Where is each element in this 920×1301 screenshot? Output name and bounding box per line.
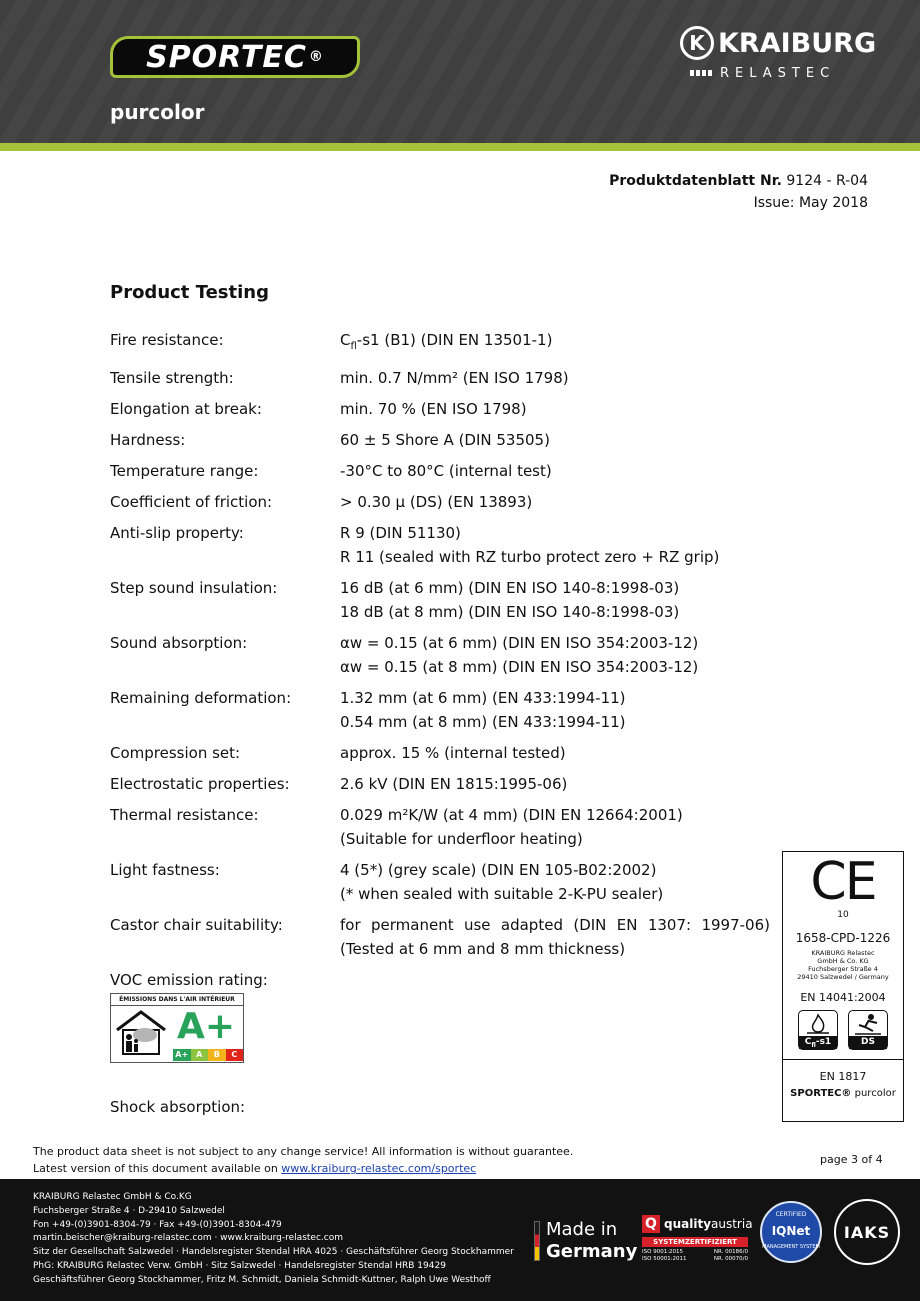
- spec-value-line: R 11 (sealed with RZ turbo protect zero + RZ grip): [340, 548, 720, 566]
- spec-value-line: 0.029 m²K/W (at 4 mm) (DIN EN 12664:2001): [340, 806, 683, 824]
- slip-class-label: DS: [849, 1036, 887, 1049]
- made-in-germany-logo: [534, 1219, 636, 1263]
- ce-mark-icon: CE: [810, 852, 876, 912]
- spec-label: VOC emission rating:: [110, 971, 268, 989]
- voc-scale-b: B: [208, 1049, 226, 1061]
- page-footer: [0, 1179, 920, 1301]
- spec-value-line: approx. 15 % (internal tested): [340, 744, 566, 762]
- spec-value-line: min. 0.7 N/mm² (EN ISO 1798): [340, 369, 569, 387]
- company-address: [33, 1191, 514, 1288]
- spec-row-hardness: [110, 428, 770, 452]
- spec-value-line: 16 dB (at 6 mm) (DIN EN ISO 140-8:1998-03): [340, 579, 680, 597]
- sportec-logo-text: SPORTEC: [146, 39, 307, 75]
- quality-austria-q-icon: Q: [642, 1215, 660, 1233]
- slip-class-icon: [848, 1010, 888, 1050]
- footer-note: [33, 1143, 573, 1177]
- iaks-logo-icon: [834, 1199, 900, 1265]
- fire-class-text: -s1: [815, 1037, 832, 1047]
- address-line: KRAIBURG Relastec GmbH & Co.KG: [33, 1192, 192, 1202]
- spec-value: [340, 858, 770, 906]
- address-line: Geschäftsführer Georg Stockhammer, Fritz M. Schmidt, Daniela Schmidt-Kuttner, Ralph Uwe Westhoff: [33, 1274, 491, 1285]
- flame-icon: [799, 1011, 837, 1037]
- spec-label: Castor chair suitability:: [110, 916, 283, 934]
- spec-row-compression-set: [110, 741, 770, 765]
- address-line: Fon +49-(0)3901-8304-79 · Fax +49-(0)3901-8304-479: [33, 1219, 282, 1230]
- spec-label: Temperature range:: [110, 462, 259, 480]
- kraiburg-k-icon: K: [680, 26, 714, 60]
- ce-divider: [783, 1059, 903, 1060]
- page-number: page 3 of 4: [820, 1153, 883, 1166]
- spec-row-remaining-deformation: [110, 686, 770, 734]
- qa-certified-bar: SYSTEMZERTIFIZIERT: [642, 1237, 748, 1247]
- spec-value: [340, 968, 770, 992]
- spec-value: [340, 366, 770, 390]
- shock-absorption-label: Shock absorption:: [110, 1098, 246, 1116]
- spec-value-line: αw = 0.15 (at 8 mm) (DIN EN ISO 354:2003-12): [340, 658, 699, 676]
- germany-text: Germany: [546, 1241, 638, 1262]
- spec-value-line: (* when sealed with suitable 2-K-PU sealer): [340, 885, 664, 903]
- iqnet-top-text: CERTIFIED: [775, 1211, 807, 1218]
- ce-address: [783, 949, 903, 981]
- ce-address-line: KRAIBURG Relastec: [811, 949, 875, 957]
- issue-date: Issue: May 2018: [753, 195, 868, 211]
- spec-table: [110, 328, 770, 999]
- spec-label: Remaining deformation:: [110, 689, 292, 707]
- slipping-person-icon: [849, 1011, 887, 1037]
- address-line: Fuchsberger Straße 4 · D-29410 Salzwedel: [33, 1205, 225, 1216]
- qa-nr: NR. 00186/0: [713, 1249, 748, 1255]
- spec-label: Tensile strength:: [110, 369, 234, 387]
- spec-value-line: 2.6 kV (DIN EN 1815:1995-06): [340, 775, 568, 793]
- ce-product-brand: SPORTEC®: [790, 1088, 852, 1099]
- spec-row-thermal-resistance: [110, 803, 770, 851]
- spec-label: Electrostatic properties:: [110, 775, 290, 793]
- spec-label: Sound absorption:: [110, 634, 248, 652]
- qa-name-bold: quality: [664, 1217, 712, 1231]
- ce-standard: EN 14041:2004: [800, 991, 886, 1004]
- spec-value: [340, 397, 770, 421]
- spec-value-line: 1.32 mm (at 6 mm) (EN 433:1994-11): [340, 689, 626, 707]
- spec-row-voc-emission: [110, 968, 770, 992]
- qa-numbers: [642, 1249, 748, 1263]
- spec-row-anti-slip: [110, 521, 770, 569]
- spec-row-light-fastness: [110, 858, 770, 906]
- product-name: purcolor: [110, 100, 205, 124]
- ce-marking-box: [782, 851, 904, 1122]
- address-line: Sitz der Gesellschaft Salzwedel · Handelsregister Stendal HRA 4025 · Geschäftsführer Georg Stockhammer: [33, 1247, 514, 1258]
- spec-row-friction: [110, 490, 770, 514]
- spec-value: [340, 490, 770, 514]
- iqnet-bottom-text: MANAGEMENT SYSTEM: [762, 1244, 820, 1250]
- ce-address-line: GmbH & Co. KG: [817, 957, 869, 965]
- iqnet-certified-icon: [760, 1201, 822, 1263]
- voc-grade: A+: [176, 1006, 236, 1047]
- spec-row-tensile-strength: [110, 366, 770, 390]
- spec-value-line: 60 ± 5 Shore A (DIN 53505): [340, 431, 550, 449]
- spec-label: Coefficient of friction:: [110, 493, 273, 511]
- voc-grade-scale: [173, 1049, 243, 1061]
- ce-product: [783, 1088, 903, 1099]
- spec-value-line: αw = 0.15 (at 6 mm) (DIN EN ISO 354:2003-12): [340, 634, 699, 652]
- header-accent-stripe: [0, 143, 920, 151]
- relastec-wordmark: RELASTEC: [720, 66, 836, 81]
- spec-row-step-sound: [110, 576, 770, 624]
- spec-value-line: for permanent use adapted (DIN EN 1307: 1997-06): [340, 916, 770, 934]
- spec-label: Hardness:: [110, 431, 186, 449]
- qa-iso: ISO 50001:2011: [642, 1256, 687, 1262]
- spec-value-subscript: fl: [350, 341, 357, 352]
- datasheet-label: Produktdatenblatt Nr.: [609, 173, 782, 189]
- ce-icons: [783, 1010, 903, 1050]
- spec-label: Compression set:: [110, 744, 241, 762]
- voc-badge-title: ÉMISSIONS DANS L'AIR INTÉRIEUR: [111, 994, 243, 1006]
- spec-value-line: R 9 (DIN 51130): [340, 524, 461, 542]
- spec-value-line: > 0.30 µ (DS) (EN 13893): [340, 493, 533, 511]
- spec-value: [340, 741, 770, 765]
- kraiburg-dots-icon: [690, 70, 714, 76]
- spec-value: [340, 772, 770, 796]
- spec-row-sound-absorption: [110, 631, 770, 679]
- spec-value: [340, 576, 770, 624]
- spec-label: Fire resistance:: [110, 331, 224, 349]
- spec-row-electrostatic: [110, 772, 770, 796]
- spec-value: [340, 913, 770, 961]
- ce-standard-2: EN 1817: [819, 1070, 867, 1083]
- spec-value-line: 18 dB (at 8 mm) (DIN EN ISO 140-8:1998-03): [340, 603, 680, 621]
- sportec-logo-reg: ®: [308, 49, 324, 65]
- german-flag-icon: [534, 1221, 540, 1261]
- sportec-logo: [110, 36, 360, 78]
- spec-label: Anti-slip property:: [110, 524, 244, 542]
- ce-product-name: purcolor: [854, 1088, 896, 1099]
- spec-value: [340, 803, 770, 851]
- voc-emission-badge: [110, 993, 244, 1063]
- spec-value: [340, 459, 770, 483]
- fire-class-text: C: [804, 1037, 812, 1047]
- voc-scale-c: C: [226, 1049, 244, 1061]
- spec-value: [340, 328, 770, 359]
- section-title: Product Testing: [110, 282, 269, 303]
- spec-value-line: -30°C to 80°C (internal test): [340, 462, 552, 480]
- address-line: PhG: KRAIBURG Relastec Verw. GmbH · Sitz Salzwedel · Handelsregister Stendal HRB 19429: [33, 1260, 446, 1271]
- spec-value-line: 4 (5*) (grey scale) (DIN EN 105-B02:2002): [340, 861, 657, 879]
- ce-year: 10: [837, 910, 849, 920]
- spec-value-line: (Tested at 6 mm and 8 mm thickness): [340, 940, 626, 958]
- spec-value: [340, 686, 770, 734]
- spec-label: Elongation at break:: [110, 400, 262, 418]
- spec-row-castor-chair: [110, 913, 770, 961]
- latest-version-text: Latest version of this document available on: [33, 1162, 282, 1175]
- spec-value: [340, 428, 770, 452]
- spec-value-text: -s1 (B1) (DIN EN 13501-1): [356, 331, 553, 349]
- disclaimer: The product data sheet is not subject to any change service! All information is without guarantee.: [33, 1145, 574, 1158]
- spec-label: Thermal resistance:: [110, 806, 259, 824]
- spec-label: Step sound insulation:: [110, 579, 278, 597]
- qa-iso: ISO 9001:2015: [642, 1249, 684, 1255]
- spec-value-line: (Suitable for underfloor heating): [340, 830, 583, 848]
- iqnet-text: IQNet: [771, 1224, 811, 1238]
- house-family-icon: [115, 1008, 167, 1056]
- spec-value: [340, 631, 770, 679]
- voc-scale-a-plus: A+: [173, 1049, 191, 1061]
- spec-row-elongation: [110, 397, 770, 421]
- fire-class-icon: [798, 1010, 838, 1050]
- qa-nr: NR. 00070/0: [713, 1256, 748, 1262]
- spec-value-line: min. 70 % (EN ISO 1798): [340, 400, 527, 418]
- iaks-text: IAKS: [843, 1223, 891, 1242]
- spec-row-temperature-range: [110, 459, 770, 483]
- kraiburg-relastec-logo: [680, 24, 877, 84]
- sportec-link[interactable]: www.kraiburg-relastec.com/sportec: [281, 1162, 477, 1175]
- voc-scale-a: A: [191, 1049, 209, 1061]
- qa-name: austria: [711, 1217, 753, 1231]
- spec-value-text: C: [340, 331, 351, 349]
- quality-austria-logo: [642, 1215, 753, 1267]
- spec-value: [340, 521, 770, 569]
- ce-address-line: 29410 Salzwedel / Germany: [797, 973, 889, 981]
- fire-class-sub: fl: [811, 1041, 816, 1049]
- datasheet-number: 9124 - R-04: [786, 173, 868, 189]
- ce-certificate-code: 1658-CPD-1226: [795, 931, 891, 945]
- spec-value-line: 0.54 mm (at 8 mm) (EN 433:1994-11): [340, 713, 626, 731]
- made-in-text: Made in: [546, 1219, 618, 1240]
- address-line: martin.beischer@kraiburg-relastec.com · www.kraiburg-relastec.com: [33, 1233, 343, 1244]
- kraiburg-wordmark: KRAIBURG: [718, 28, 877, 59]
- ce-address-line: Fuchsberger Straße 4: [808, 965, 878, 973]
- spec-label: Light fastness:: [110, 861, 220, 879]
- spec-row-fire-resistance: [110, 328, 770, 359]
- document-info: [609, 170, 868, 214]
